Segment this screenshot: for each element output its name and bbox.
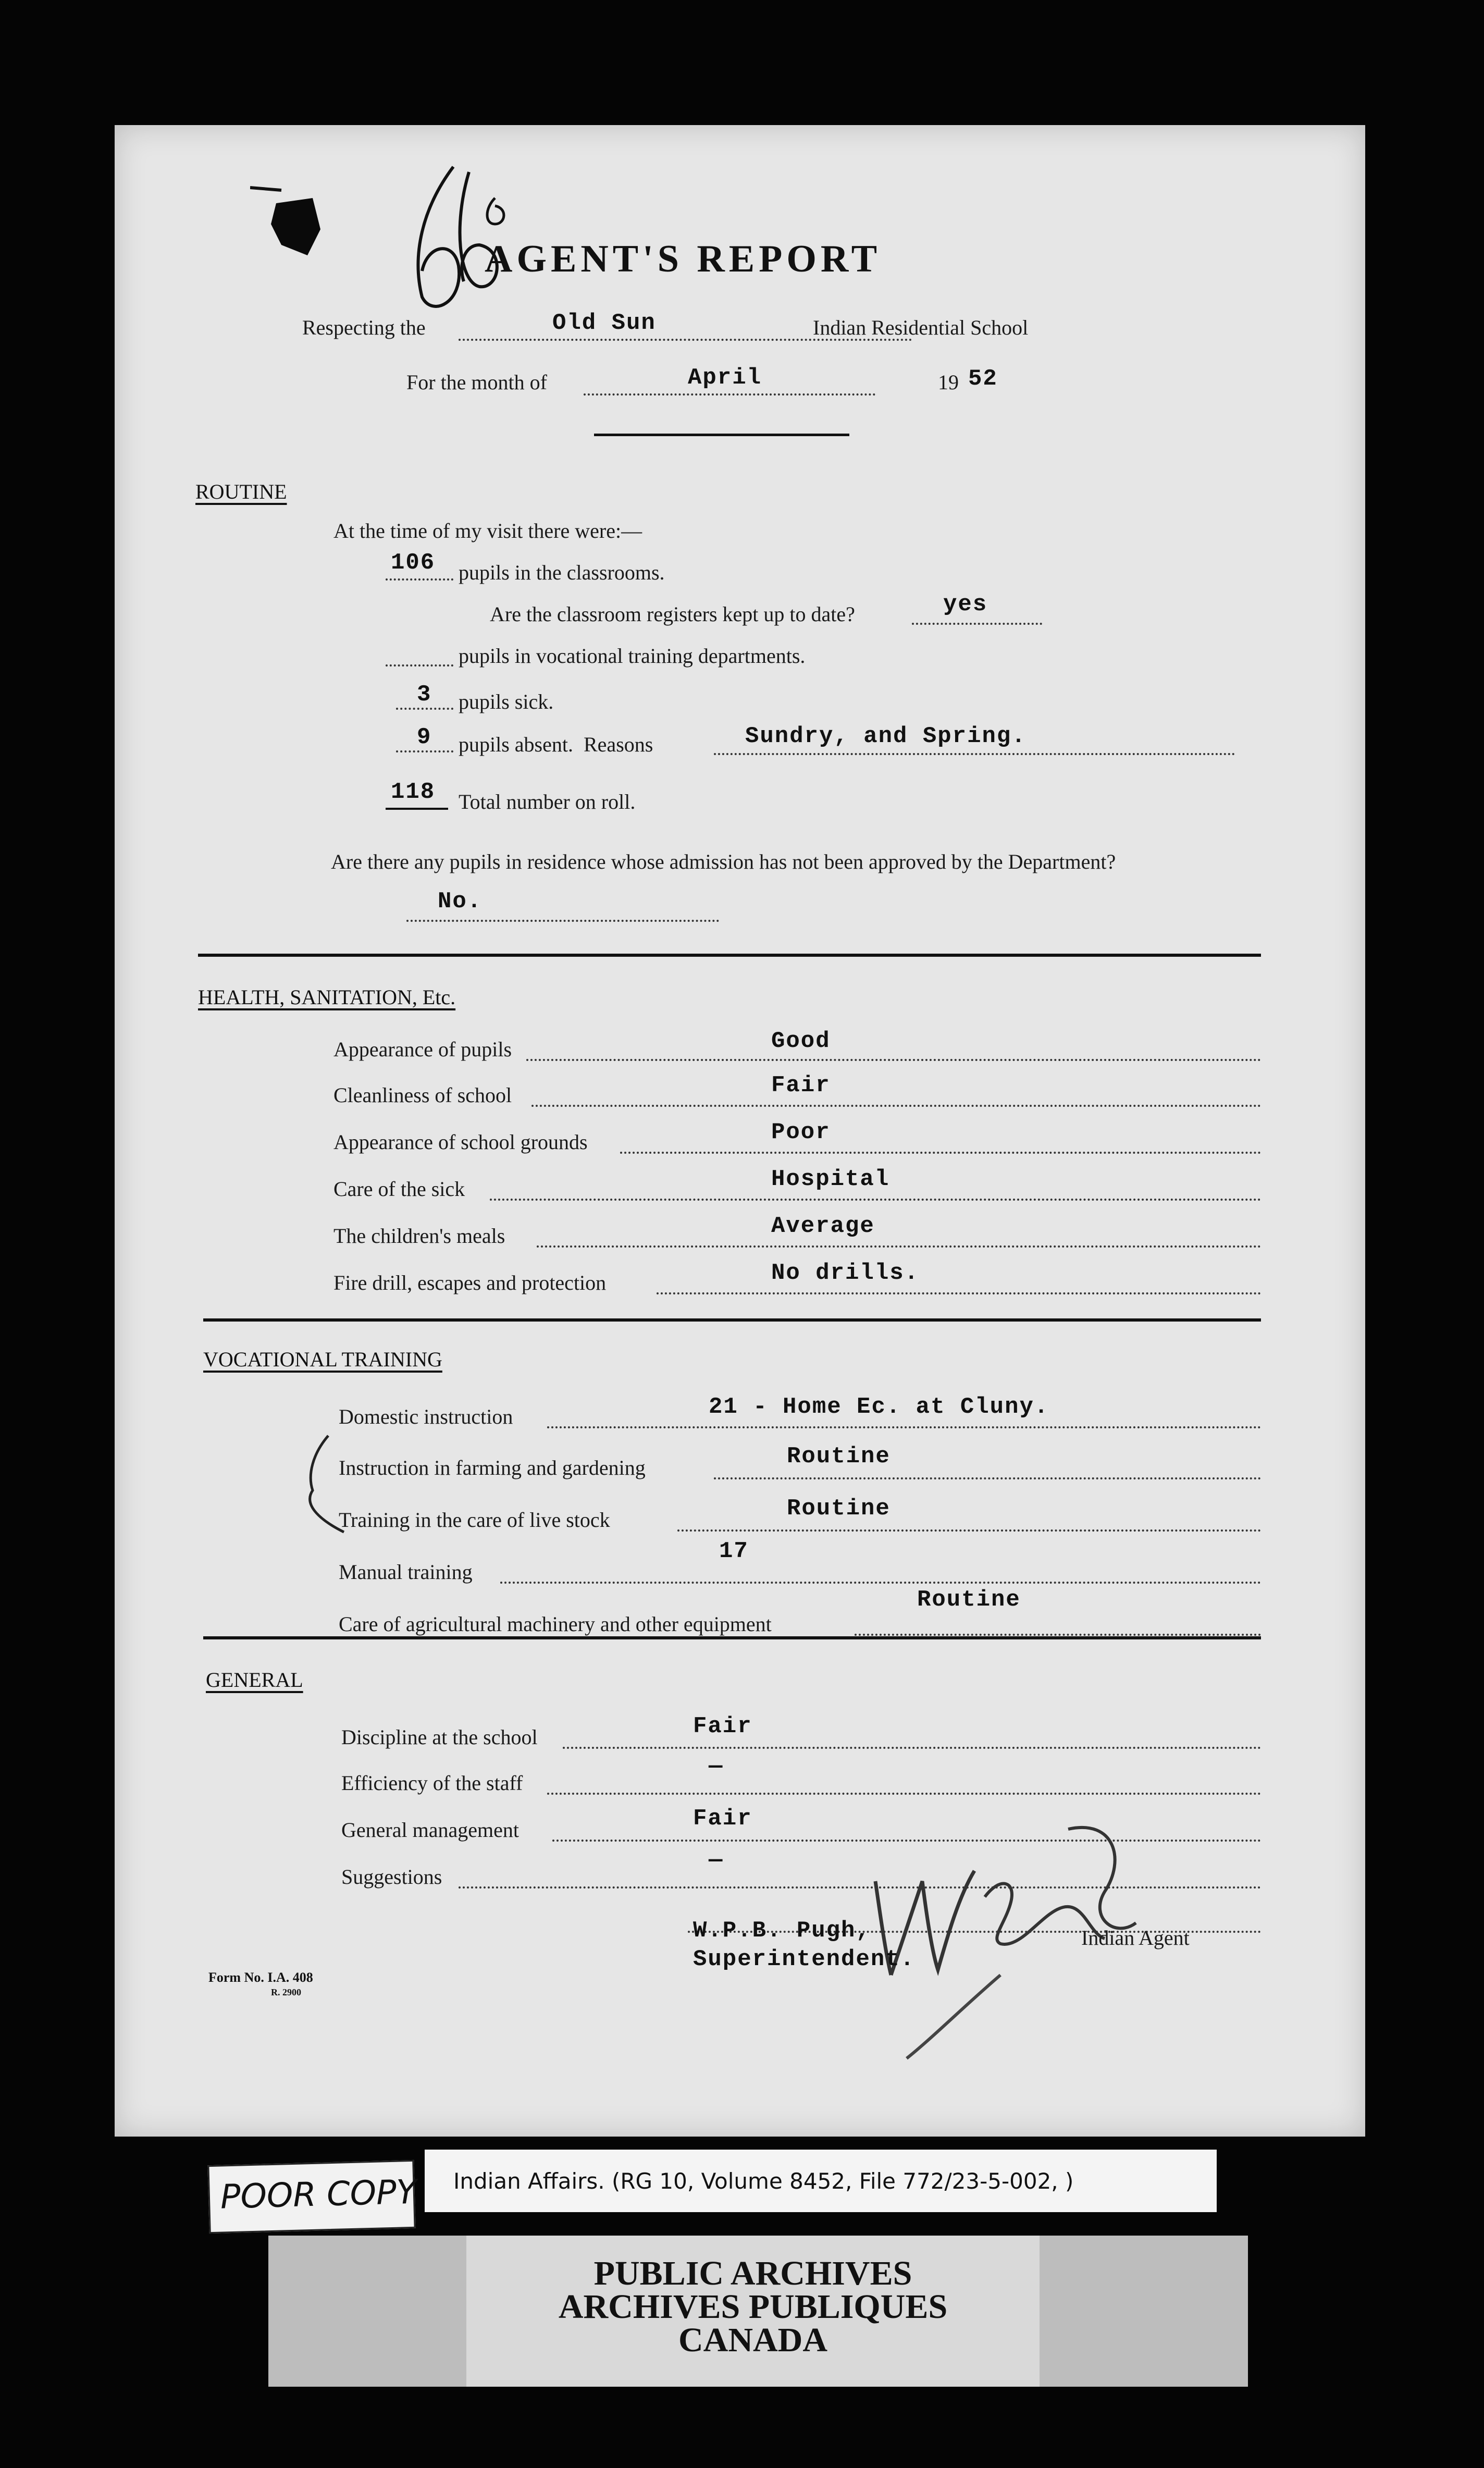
vocational-row-value: Routine	[917, 1587, 1021, 1613]
vocational-row-label: Care of agricultural machinery and other equipment	[339, 1612, 772, 1636]
vocational-row-label: Training in the care of live stock	[339, 1508, 610, 1532]
health-row-label: Cleanliness of school	[333, 1083, 512, 1107]
poor-copy-text: POOR COPY	[219, 2173, 417, 2217]
health-row-label: The children's meals	[333, 1224, 505, 1248]
health-row-value: Fair	[771, 1072, 831, 1099]
health-row-value: Average	[771, 1213, 875, 1239]
health-row-value: No drills.	[771, 1260, 920, 1286]
archive-reference	[425, 2150, 1217, 2212]
health-row-label: Appearance of school grounds	[333, 1130, 588, 1154]
roll-label: Total number on roll.	[459, 790, 636, 813]
classroom-label: pupils in the classrooms.	[459, 561, 665, 584]
health-row-value: Hospital	[771, 1166, 890, 1192]
registers-question: Are the classroom registers kept up to date?	[490, 602, 855, 626]
absent-label: pupils absent.	[459, 733, 573, 756]
vocational-row-label: Domestic instruction	[339, 1405, 513, 1428]
general-row-label: Discipline at the school	[341, 1725, 538, 1749]
section-divider	[198, 954, 1261, 957]
month-label: For the month of	[406, 371, 547, 394]
reasons-label: Reasons	[584, 733, 653, 756]
archives-stamp	[268, 2236, 1248, 2387]
roll-count: 118	[391, 779, 436, 805]
vocational-row-value: Routine	[787, 1443, 891, 1470]
signatory-role: Indian Agent	[1081, 1926, 1190, 1949]
vocational-label: pupils in vocational training departments.	[459, 644, 806, 668]
general-row-label: Suggestions	[341, 1865, 442, 1889]
sick-label: pupils sick.	[459, 690, 554, 713]
section-heading-general: GENERAL	[206, 1668, 303, 1692]
vocational-row-label: Instruction in farming and gardening	[339, 1456, 646, 1479]
health-row-value: Good	[771, 1028, 831, 1054]
form-number: Form No. I.A. 408	[208, 1970, 313, 1985]
stamp-line-3: CANADA	[678, 2321, 827, 2359]
classroom-count: 106	[391, 550, 436, 576]
poor-copy-label	[207, 2160, 415, 2233]
general-row-value: Fair	[693, 1806, 752, 1832]
year-value: 52	[968, 366, 998, 392]
health-row-label: Appearance of pupils	[333, 1038, 512, 1061]
year-prefix: 19	[938, 371, 959, 394]
page-title: AGENT'S REPORT	[485, 238, 882, 280]
vocational-row-value: 21 - Home Ec. at Cluny.	[709, 1394, 1049, 1420]
general-row-label: Efficiency of the staff	[341, 1771, 523, 1795]
absent-count: 9	[417, 724, 432, 750]
archive-reference-text: Indian Affairs. (RG 10, Volume 8452, File 772/23-5-002, )	[453, 2168, 1074, 2194]
section-heading-routine: ROUTINE	[195, 480, 287, 503]
respecting-label: Respecting the	[302, 316, 426, 339]
signatory-name: W.P.B. Pugh,	[693, 1918, 871, 1944]
vocational-row-label: Manual training	[339, 1560, 473, 1584]
general-row-label: General management	[341, 1818, 519, 1842]
form-revision: R. 2900	[271, 1987, 301, 1997]
document-page	[115, 125, 1365, 2137]
stamp-line-2: ARCHIVES PUBLIQUES	[558, 2288, 948, 2326]
header-divider	[594, 434, 849, 436]
admission-question: Are there any pupils in residence whose admission has not been approved by the Department?	[331, 850, 1116, 873]
health-row-label: Care of the sick	[333, 1177, 465, 1201]
ink-blot	[250, 167, 333, 266]
vocational-row-value: 17	[719, 1538, 749, 1564]
health-row-label: Fire drill, escapes and protection	[333, 1271, 607, 1294]
health-row-value: Poor	[771, 1119, 831, 1145]
general-row-value: —	[709, 1754, 724, 1780]
routine-intro: At the time of my visit there were:—	[333, 519, 642, 542]
general-row-value: Fair	[693, 1713, 752, 1739]
absent-reasons: Sundry, and Spring.	[745, 723, 1027, 749]
sick-count: 3	[417, 682, 432, 708]
general-row-value: —	[709, 1847, 724, 1873]
month-value: April	[688, 365, 762, 391]
signatory-title: Superintendent.	[693, 1946, 916, 1972]
vocational-row-value: Routine	[787, 1496, 891, 1522]
section-heading-vocational: VOCATIONAL TRAINING	[203, 1348, 442, 1371]
school-name-value: Old Sun	[552, 310, 656, 336]
section-heading-health: HEALTH, SANITATION, Etc.	[198, 985, 456, 1009]
registers-answer: yes	[943, 591, 988, 618]
stamp-line-1: PUBLIC ARCHIVES	[593, 2254, 912, 2292]
admission-answer: No.	[438, 889, 483, 915]
school-type-label: Indian Residential School	[813, 316, 1029, 339]
